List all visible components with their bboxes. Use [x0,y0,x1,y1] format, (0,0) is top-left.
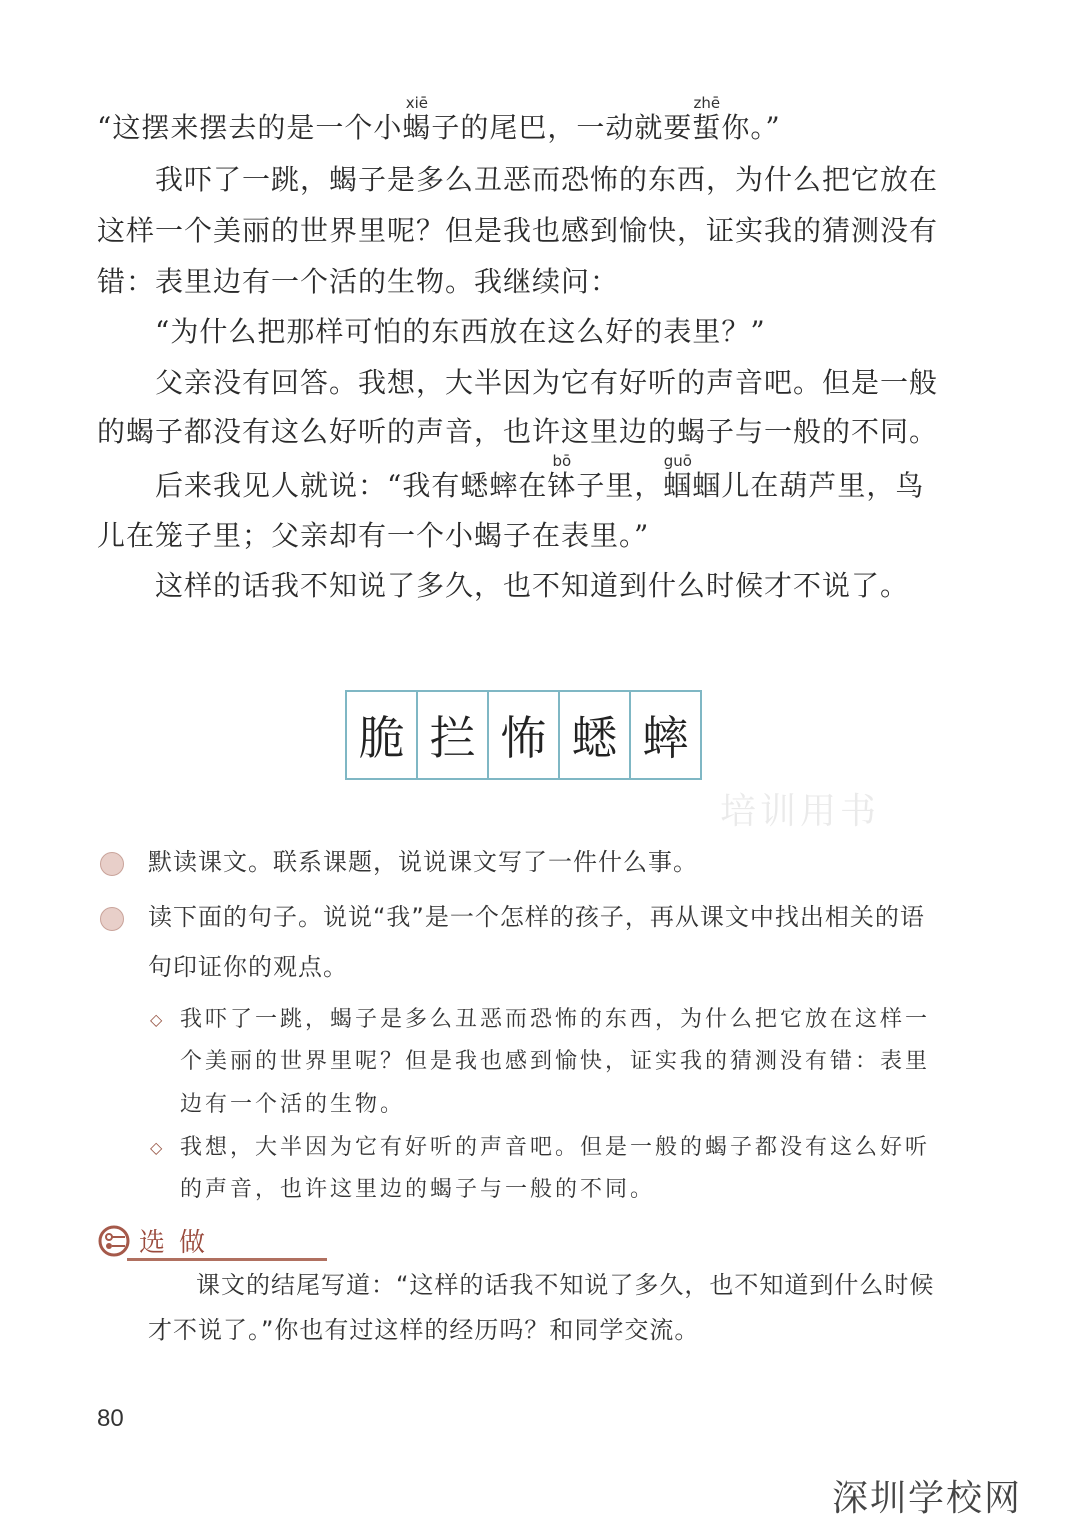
pinyin-char [663,452,693,502]
pinyin: guō [663,452,692,470]
passage-line-1 [97,94,781,144]
char: 蝈 [663,469,693,502]
character-cell: 拦 [418,692,489,778]
passage-line-6: 父亲没有回答。我想，大半因为它有好听的声音吧。但是一般 [155,366,939,399]
text: 子里， [576,469,664,502]
exercise-2-line-1: 读下面的句子。说说“我”是一个怎样的孩子，再从课文中找出相关的语 [148,903,925,931]
new-characters-box [345,690,702,780]
text: 蝈儿在葫芦里，鸟 [692,469,925,502]
text: “这摆来摆去的是一个小 [97,111,403,144]
passage-line-8 [155,452,925,502]
page-number: 80 [97,1405,124,1432]
site-watermark: 深圳学校网 [832,1478,1023,1519]
quote-1-line-3: 边有一个活的生物。 [180,1092,406,1117]
pinyin-char [402,94,432,144]
optional-underline [127,1258,327,1261]
optional-line-1: 课文的结尾写道：“这样的话我不知说了多久，也不知道到什么时候 [196,1271,935,1299]
optional-icon [97,1224,131,1258]
diamond-bullet-icon: ◇ [150,1010,163,1029]
optional-section-header [97,1222,219,1259]
pinyin: xiē [405,94,428,112]
char: 蜇 [692,111,722,144]
text: 后来我见人就说：“我有蟋蟀在 [155,469,548,502]
quote-2-line-1: 我想，大半因为它有好听的声音吧。但是一般的蝎子都没有这么好听 [180,1135,931,1160]
passage-line-7: 的蝎子都没有这么好听的声音，也许这里边的蝎子与一般的不同。 [97,415,939,448]
diamond-bullet-icon: ◇ [150,1138,163,1157]
char: 蝎 [402,111,432,144]
pinyin: bō [552,452,572,470]
passage-line-4: 错：表里边有一个活的生物。我继续问： [97,265,620,298]
char: 钵 [547,469,577,502]
text: 子的尾巴，一动就要 [431,111,693,144]
passage-line-2: 我吓了一跳，蝎子是多么丑恶而恐怖的东西，为什么把它放在 [155,163,939,196]
passage-line-9: 儿在笼子里；父亲却有一个小蝎子在表里。” [97,519,650,552]
passage-line-5: “为什么把那样可怕的东西放在这么好的表里？” [155,315,766,348]
quote-1-line-2: 个美丽的世界里呢？但是我也感到愉快，证实我的猜测没有错：表里 [180,1049,931,1074]
text: 你。” [721,111,781,144]
exercise-2-line-2: 句印证你的观点。 [148,953,348,981]
quote-1-line-1: 我吓了一跳，蝎子是多么丑恶而恐怖的东西，为什么把它放在这样一 [180,1007,931,1032]
character-cell: 怖 [489,692,560,778]
exercise-icon [100,852,124,876]
optional-label: 选做 [139,1228,220,1258]
character-cell: 脆 [347,692,418,778]
exercise-icon [100,907,124,931]
quote-2-line-2: 的声音，也许这里边的蝎子与一般的不同。 [180,1177,656,1202]
pinyin: zhē [693,94,721,112]
character-cell: 蟋 [560,692,631,778]
character-cell: 蟀 [642,711,689,765]
watermark: 培训用书 [720,791,881,832]
pinyin-char [692,94,722,144]
pinyin-char [547,452,577,502]
passage-line-3: 这样一个美丽的世界里呢？但是我也感到愉快，证实我的猜测没有 [97,214,939,247]
exercise-1: 默读课文。联系课题，说说课文写了一件什么事。 [148,848,698,876]
passage-line-10: 这样的话我不知说了多久，也不知道到什么时候才不说了。 [155,569,910,602]
optional-line-2: 才不说了。”你也有过这样的经历吗？和同学交流。 [148,1316,700,1344]
